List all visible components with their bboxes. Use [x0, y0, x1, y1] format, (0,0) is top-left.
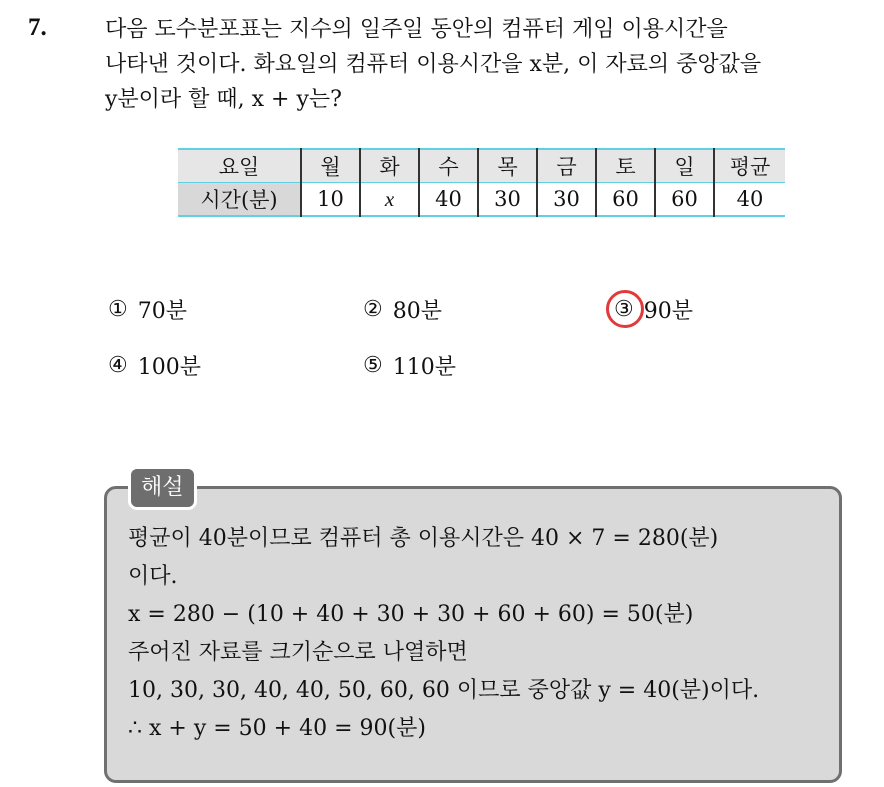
choice-1-marker: ① — [108, 297, 128, 322]
choice-3-marker: ③ — [614, 297, 634, 322]
choice-2-marker: ② — [363, 297, 383, 322]
explanation-line-2: 이다. — [128, 564, 178, 589]
explanation-tag: 해설 — [128, 466, 197, 510]
header-cell-avg: 평균 — [714, 149, 785, 183]
question-number: 7. — [28, 14, 47, 41]
explanation-line-5: 10, 30, 30, 40, 40, 50, 60, 60 이므로 중앙값 y = 40(분)이다. — [128, 678, 760, 703]
header-cell-sat: 토 — [596, 149, 655, 183]
table-header-row — [178, 149, 785, 183]
question-line-1: 다음 도수분포표는 지수의 일주일 동안의 컴퓨터 게임 이용시간을 — [105, 17, 728, 42]
header-cell-mon: 월 — [301, 149, 360, 183]
choice-4[interactable] — [108, 350, 201, 381]
choice-3-text: 90분 — [643, 299, 693, 324]
explanation-line-3: x = 280 − (10 + 40 + 30 + 30 + 60 + 60) = 50(분) — [128, 602, 694, 627]
value-cell-fri: 30 — [537, 183, 596, 217]
table-value-row — [178, 183, 785, 217]
choice-4-marker: ④ — [108, 353, 128, 378]
value-cell-tue: x — [360, 183, 419, 217]
value-cell-sun: 60 — [655, 183, 714, 217]
header-cell-label: 요일 — [178, 149, 301, 183]
value-cell-avg: 40 — [714, 183, 785, 217]
data-table — [178, 148, 785, 217]
choice-4-text: 100분 — [137, 355, 201, 380]
explanation-body — [128, 520, 759, 748]
answer-circle-mark — [606, 290, 644, 328]
explanation-line-6: ∴ x + y = 50 + 40 = 90(분) — [128, 716, 426, 741]
question-text — [105, 12, 865, 117]
value-cell-wed: 40 — [419, 183, 478, 217]
choice-2-text: 80분 — [392, 299, 442, 324]
choice-5-text: 110분 — [392, 355, 456, 380]
choice-5[interactable] — [363, 350, 456, 381]
row-label-time: 시간(분) — [178, 183, 301, 217]
header-cell-tue: 화 — [360, 149, 419, 183]
header-cell-wed: 수 — [419, 149, 478, 183]
value-cell-sat: 60 — [596, 183, 655, 217]
choice-1-text: 70분 — [137, 299, 187, 324]
choice-2[interactable] — [363, 294, 442, 325]
header-cell-sun: 일 — [655, 149, 714, 183]
question-line-2: 나타낸 것이다. 화요일의 컴퓨터 이용시간을 x분, 이 자료의 중앙값을 — [105, 52, 762, 77]
choice-5-marker: ⑤ — [363, 353, 383, 378]
question-line-3: y분이라 할 때, x + y는? — [105, 87, 342, 112]
header-cell-fri: 금 — [537, 149, 596, 183]
header-cell-thu: 목 — [478, 149, 537, 183]
value-cell-thu: 30 — [478, 183, 537, 217]
explanation-line-1: 평균이 40분이므로 컴퓨터 총 이용시간은 40 × 7 = 280(분) — [128, 526, 719, 551]
value-cell-mon: 10 — [301, 183, 360, 217]
choice-1[interactable] — [108, 294, 187, 325]
explanation-line-4: 주어진 자료를 크기순으로 나열하면 — [128, 640, 468, 665]
